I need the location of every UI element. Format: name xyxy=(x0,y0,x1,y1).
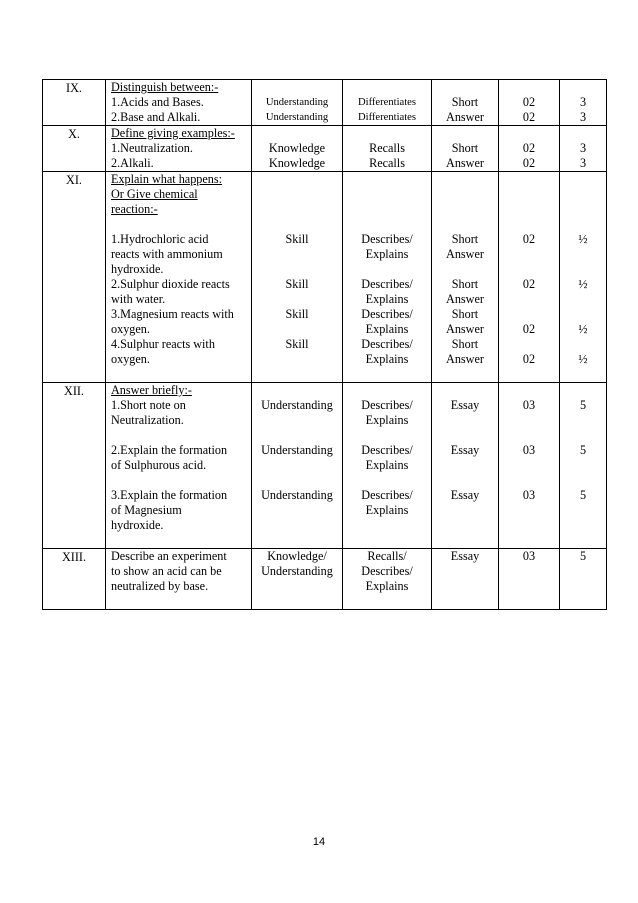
specification-line: Describes/ xyxy=(361,337,413,351)
question-line: 2.Base and Alkali. xyxy=(111,110,201,124)
specification-line: Describes/ xyxy=(361,488,413,502)
question-cell xyxy=(106,80,252,126)
objective-line xyxy=(252,292,342,307)
question-number-cell xyxy=(43,80,106,126)
blueprint-table xyxy=(42,79,607,610)
question-line: Distinguish between:- xyxy=(111,80,219,94)
time-line: 02 xyxy=(522,352,536,366)
question-line: 1.Neutralization. xyxy=(111,141,193,155)
specification-line: Explains xyxy=(365,413,409,427)
question-line: 3.Explain the formation xyxy=(111,488,228,502)
specification-line: Describes/ xyxy=(361,232,413,246)
spacer xyxy=(560,367,606,382)
spacer xyxy=(499,594,559,609)
time-line: 02 xyxy=(522,110,536,124)
question-type-cell xyxy=(432,80,499,126)
question-type-line: Short xyxy=(451,307,479,321)
specification-line xyxy=(343,518,431,533)
question-line: 2.Sulphur dioxide reacts xyxy=(111,277,230,291)
marks-line xyxy=(560,579,606,594)
question-type-cell xyxy=(432,549,499,610)
question-line xyxy=(111,473,251,488)
objective-line xyxy=(252,247,342,262)
marks-cell xyxy=(560,549,607,610)
question-cell xyxy=(106,172,252,383)
time-line: 02 xyxy=(522,95,536,109)
marks-line xyxy=(560,202,606,217)
question-line xyxy=(111,217,251,232)
question-line: hydroxide. xyxy=(111,518,164,532)
question-type-line: Answer xyxy=(446,352,484,366)
marks-line: 3 xyxy=(579,156,587,170)
objective-line xyxy=(252,322,342,337)
objective-line xyxy=(252,126,342,141)
question-line: oxygen. xyxy=(111,322,150,336)
objective-cell xyxy=(252,126,343,172)
question-number: IX. xyxy=(66,81,82,95)
specification-line: Explains xyxy=(365,352,409,366)
spacer xyxy=(499,533,559,548)
question-line: Describe an experiment xyxy=(111,549,227,563)
specification-line: Differentiates xyxy=(357,97,417,108)
specification-line: Describes/ xyxy=(361,443,413,457)
specification-line: Explains xyxy=(365,322,409,336)
table-row xyxy=(43,383,607,549)
spacer xyxy=(252,367,342,382)
specification-line: Describes/ xyxy=(361,564,413,578)
question-type-line xyxy=(432,383,498,398)
question-type-line: Essay xyxy=(450,398,480,412)
specification-line xyxy=(343,262,431,277)
question-type-line xyxy=(432,202,498,217)
question-line: Or Give chemical xyxy=(111,187,198,201)
marks-line: 5 xyxy=(579,488,587,502)
question-type-line: Short xyxy=(451,337,479,351)
time-line xyxy=(499,337,559,352)
spacer xyxy=(499,367,559,382)
question-line: of Magnesium xyxy=(111,503,182,517)
spacer xyxy=(343,533,431,548)
question-cell xyxy=(106,383,252,549)
marks-line xyxy=(560,458,606,473)
question-number-cell xyxy=(43,172,106,383)
specification-line: Recalls/ xyxy=(367,549,407,563)
objective-line xyxy=(252,428,342,443)
marks-line xyxy=(560,187,606,202)
question-line: 2.Explain the formation xyxy=(111,443,228,457)
time-line xyxy=(499,428,559,443)
question-line: 1.Short note on xyxy=(111,398,186,412)
question-type-line xyxy=(432,187,498,202)
objective-line: Understanding xyxy=(261,398,333,412)
question-line: reaction:- xyxy=(111,202,158,216)
question-type-line xyxy=(432,428,498,443)
question-type-line: Answer xyxy=(446,110,484,124)
marks-line xyxy=(560,413,606,428)
spacer xyxy=(343,367,431,382)
objective-cell xyxy=(252,80,343,126)
objective-line: Understanding xyxy=(265,97,329,108)
marks-cell xyxy=(560,383,607,549)
question-type-line: Answer xyxy=(446,322,484,336)
question-type-line xyxy=(432,413,498,428)
time-line xyxy=(499,126,559,141)
objective-line: Skill xyxy=(285,277,309,291)
marks-line xyxy=(560,503,606,518)
marks-cell xyxy=(560,80,607,126)
specification-line: Explains xyxy=(365,503,409,517)
specification-line: Recalls xyxy=(369,156,405,170)
marks-line: ½ xyxy=(578,277,588,291)
question-type-line xyxy=(432,473,498,488)
question-type-line: Essay xyxy=(450,549,480,563)
table-row xyxy=(43,80,607,126)
time-line: 02 xyxy=(522,322,536,336)
objective-line: Understanding xyxy=(261,443,333,457)
objective-line: Skill xyxy=(285,337,309,351)
question-line: reacts with ammonium xyxy=(111,247,223,261)
spacer xyxy=(432,594,498,609)
time-line: 03 xyxy=(522,549,536,563)
question-line: with water. xyxy=(111,292,166,306)
spacer xyxy=(252,533,342,548)
objective-line xyxy=(252,413,342,428)
specification-line xyxy=(343,172,431,187)
marks-line: 5 xyxy=(579,549,587,563)
objective-line xyxy=(252,383,342,398)
objective-line: Knowledge/ xyxy=(267,549,327,563)
marks-line xyxy=(560,217,606,232)
specification-cell xyxy=(343,126,432,172)
time-line xyxy=(499,80,559,95)
specification-line xyxy=(343,126,431,141)
question-type-line: Short xyxy=(451,277,479,291)
time-line xyxy=(499,564,559,579)
objective-line xyxy=(252,187,342,202)
question-type-line: Short xyxy=(451,95,479,109)
time-line xyxy=(499,383,559,398)
time-line xyxy=(499,292,559,307)
time-cell xyxy=(499,126,560,172)
specification-line: Describes/ xyxy=(361,307,413,321)
marks-line xyxy=(560,247,606,262)
question-line: to show an acid can be xyxy=(111,564,222,578)
objective-cell xyxy=(252,383,343,549)
question-line: Define giving examples:- xyxy=(111,126,235,140)
marks-line xyxy=(560,292,606,307)
question-type-line xyxy=(432,503,498,518)
marks-line xyxy=(560,307,606,322)
marks-line xyxy=(560,564,606,579)
specification-line: Explains xyxy=(365,579,409,593)
question-type-line xyxy=(432,172,498,187)
spacer xyxy=(111,533,251,548)
question-line: hydroxide. xyxy=(111,262,164,276)
question-type-line: Answer xyxy=(446,247,484,261)
time-line xyxy=(499,217,559,232)
marks-line xyxy=(560,80,606,95)
question-type-line xyxy=(432,217,498,232)
question-line: neutralized by base. xyxy=(111,579,209,593)
question-line: 1.Hydrochloric acid xyxy=(111,232,209,246)
question-number-cell xyxy=(43,126,106,172)
question-type-line xyxy=(432,564,498,579)
question-line: Neutralization. xyxy=(111,413,184,427)
marks-line xyxy=(560,383,606,398)
time-line xyxy=(499,473,559,488)
specification-line xyxy=(343,428,431,443)
question-line xyxy=(111,428,251,443)
time-cell xyxy=(499,172,560,383)
table-row xyxy=(43,126,607,172)
spacer xyxy=(560,533,606,548)
question-type-line: Short xyxy=(451,141,479,155)
objective-line xyxy=(252,202,342,217)
question-line: Explain what happens: xyxy=(111,172,223,186)
objective-line: Skill xyxy=(285,232,309,246)
specification-line: Explains xyxy=(365,458,409,472)
table-row xyxy=(43,172,607,383)
marks-line: 5 xyxy=(579,443,587,457)
question-type-line xyxy=(432,458,498,473)
spacer xyxy=(560,594,606,609)
question-line: 3.Magnesium reacts with xyxy=(111,307,234,321)
objective-line: Knowledge xyxy=(268,141,326,155)
specification-cell xyxy=(343,80,432,126)
time-cell xyxy=(499,549,560,610)
specification-line: Describes/ xyxy=(361,277,413,291)
question-type-line: Essay xyxy=(450,488,480,502)
marks-cell xyxy=(560,172,607,383)
marks-line xyxy=(560,337,606,352)
time-line xyxy=(499,579,559,594)
question-number-cell xyxy=(43,383,106,549)
time-line xyxy=(499,172,559,187)
time-line xyxy=(499,187,559,202)
time-line xyxy=(499,202,559,217)
spacer xyxy=(343,594,431,609)
table-row xyxy=(43,549,607,610)
marks-line xyxy=(560,428,606,443)
question-type-line xyxy=(432,80,498,95)
objective-cell xyxy=(252,172,343,383)
question-type-line xyxy=(432,518,498,533)
objective-line xyxy=(252,217,342,232)
question-type-line: Short xyxy=(451,232,479,246)
question-type-line xyxy=(432,262,498,277)
question-type-line xyxy=(432,126,498,141)
time-line: 03 xyxy=(522,398,536,412)
objective-line: Skill xyxy=(285,307,309,321)
specification-line: Differentiates xyxy=(357,112,417,123)
objective-line xyxy=(252,503,342,518)
question-line: of Sulphurous acid. xyxy=(111,458,207,472)
marks-line xyxy=(560,473,606,488)
specification-cell xyxy=(343,383,432,549)
time-line: 02 xyxy=(522,277,536,291)
question-line: oxygen. xyxy=(111,352,150,366)
time-line xyxy=(499,518,559,533)
objective-line: Understanding xyxy=(265,112,329,123)
question-line: 2.Alkali. xyxy=(111,156,154,170)
marks-line: ½ xyxy=(578,232,588,246)
question-line: Answer briefly:- xyxy=(111,383,192,397)
question-line: 4.Sulphur reacts with xyxy=(111,337,215,351)
spacer xyxy=(111,594,251,609)
specification-line xyxy=(343,187,431,202)
spacer xyxy=(432,367,498,382)
marks-line xyxy=(560,126,606,141)
time-line xyxy=(499,413,559,428)
time-cell xyxy=(499,383,560,549)
specification-line xyxy=(343,217,431,232)
marks-cell xyxy=(560,126,607,172)
time-line: 02 xyxy=(522,141,536,155)
objective-line: Knowledge xyxy=(268,156,326,170)
marks-line xyxy=(560,172,606,187)
objective-cell xyxy=(252,549,343,610)
objective-line xyxy=(252,172,342,187)
time-line xyxy=(499,307,559,322)
time-cell xyxy=(499,80,560,126)
question-number: XIII. xyxy=(61,550,87,564)
question-line: 1.Acids and Bases. xyxy=(111,95,204,109)
objective-line xyxy=(252,80,342,95)
spacer xyxy=(252,594,342,609)
time-line xyxy=(499,262,559,277)
specification-line: Describes/ xyxy=(361,398,413,412)
specification-cell xyxy=(343,549,432,610)
specification-line xyxy=(343,80,431,95)
specification-line xyxy=(343,473,431,488)
specification-cell xyxy=(343,172,432,383)
marks-line: 3 xyxy=(579,110,587,124)
specification-line: Explains xyxy=(365,247,409,261)
objective-line xyxy=(252,352,342,367)
time-line xyxy=(499,458,559,473)
question-number: XII. xyxy=(64,384,84,398)
spacer xyxy=(432,533,498,548)
time-line xyxy=(499,503,559,518)
question-type-cell xyxy=(432,126,499,172)
specification-line: Explains xyxy=(365,292,409,306)
spacer xyxy=(111,367,251,382)
marks-line: 3 xyxy=(579,95,587,109)
time-line: 02 xyxy=(522,232,536,246)
specification-line: Recalls xyxy=(369,141,405,155)
objective-line xyxy=(252,579,342,594)
objective-line xyxy=(252,518,342,533)
time-line: 03 xyxy=(522,443,536,457)
marks-line: 5 xyxy=(579,398,587,412)
question-number: XI. xyxy=(66,173,82,187)
marks-line: ½ xyxy=(578,352,588,366)
question-number-cell xyxy=(43,549,106,610)
specification-line xyxy=(343,383,431,398)
question-type-cell xyxy=(432,172,499,383)
objective-line xyxy=(252,262,342,277)
question-type-line: Essay xyxy=(450,443,480,457)
specification-line xyxy=(343,202,431,217)
time-line: 02 xyxy=(522,156,536,170)
objective-line xyxy=(252,473,342,488)
page-number: 14 xyxy=(312,836,326,848)
marks-line xyxy=(560,262,606,277)
objective-line: Understanding xyxy=(261,488,333,502)
objective-line xyxy=(252,458,342,473)
time-line: 03 xyxy=(522,488,536,502)
question-cell xyxy=(106,549,252,610)
marks-line: 3 xyxy=(579,141,587,155)
marks-line: ½ xyxy=(578,322,588,336)
objective-line: Understanding xyxy=(261,564,333,578)
question-cell xyxy=(106,126,252,172)
question-type-line: Answer xyxy=(446,156,484,170)
question-type-line xyxy=(432,579,498,594)
question-number: X. xyxy=(68,127,80,141)
question-type-line: Answer xyxy=(446,292,484,306)
question-type-cell xyxy=(432,383,499,549)
marks-line xyxy=(560,518,606,533)
time-line xyxy=(499,247,559,262)
